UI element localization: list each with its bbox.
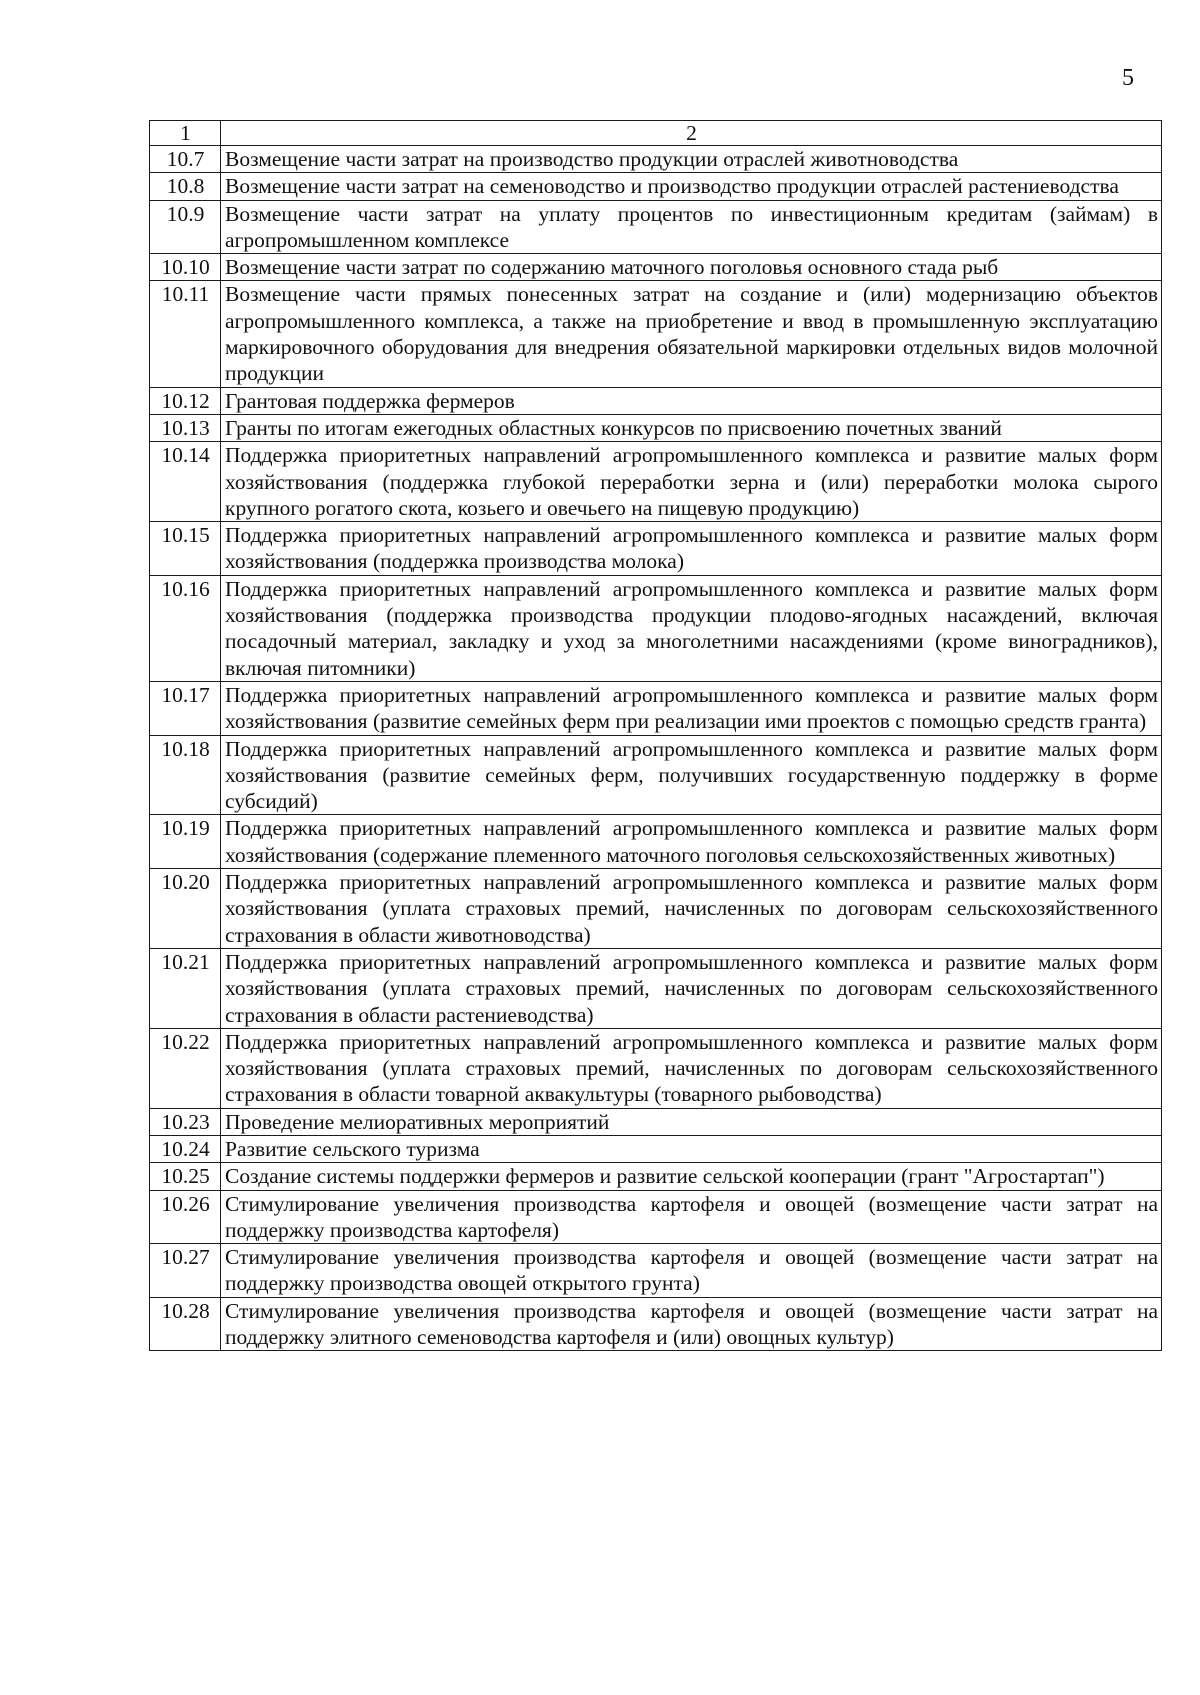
row-number: 10.23 — [150, 1108, 221, 1135]
table-row — [150, 681, 1162, 735]
row-description: Стимулирование увеличения производства картофеля и овощей (возмещение части затрат на поддержку производства овощей открытого грунта) — [221, 1244, 1162, 1298]
row-description: Поддержка приоритетных направлений агропромышленного комплекса и развитие малых форм хозяйствования (содержание племенного маточного поголовья сельскохозяйственных животных) — [221, 815, 1162, 869]
table-body — [150, 121, 1162, 1351]
row-description: Поддержка приоритетных направлений агропромышленного комплекса и развитие малых форм хозяйствования (уплата страховых премий, начисленных по договорам сельскохозяйственного страхования в области животноводства) — [221, 869, 1162, 949]
row-number: 10.19 — [150, 815, 221, 869]
row-description: Возмещение части затрат на производство продукции отраслей животноводства — [221, 146, 1162, 173]
row-description: Возмещение части затрат на уплату процентов по инвестиционным кредитам (займам) в агропромышленном комплексе — [221, 200, 1162, 254]
page-number: 5 — [1122, 65, 1134, 91]
row-number: 10.13 — [150, 414, 221, 441]
row-number: 10.9 — [150, 200, 221, 254]
table-row — [150, 522, 1162, 576]
row-description: Гранты по итогам ежегодных областных конкурсов по присвоению почетных званий — [221, 414, 1162, 441]
row-number: 10.7 — [150, 146, 221, 173]
row-description: Поддержка приоритетных направлений агропромышленного комплекса и развитие малых форм хозяйствования (развитие семейных ферм при реализации ими проектов с помощью средств гранта) — [221, 681, 1162, 735]
row-number: 10.24 — [150, 1135, 221, 1162]
row-number: 10.8 — [150, 173, 221, 200]
row-number: 10.11 — [150, 281, 221, 387]
table-row — [150, 146, 1162, 173]
table-row — [150, 1135, 1162, 1162]
table-row — [150, 1244, 1162, 1298]
row-number: 10.10 — [150, 254, 221, 281]
row-number: 10.12 — [150, 387, 221, 414]
row-description: Возмещение части затрат по содержанию маточного поголовья основного стада рыб — [221, 254, 1162, 281]
table-row — [150, 442, 1162, 522]
table-row — [150, 1028, 1162, 1108]
table-header-row — [150, 121, 1162, 146]
row-description: Поддержка приоритетных направлений агропромышленного комплекса и развитие малых форм хозяйствования (уплата страховых премий, начисленных по договорам сельскохозяйственного страхования в области товарной аквакультуры (товарного рыбоводства) — [221, 1028, 1162, 1108]
row-number: 10.14 — [150, 442, 221, 522]
row-description: Поддержка приоритетных направлений агропромышленного комплекса и развитие малых форм хозяйствования (поддержка производства продукции плодово-ягодных насаждений, включая посадочный материал, закладку и уход за многолетними насаждениями (кроме виноградников), включая питомники) — [221, 575, 1162, 681]
row-description: Поддержка приоритетных направлений агропромышленного комплекса и развитие малых форм хозяйствования (уплата страховых премий, начисленных по договорам сельскохозяйственного страхования в области растениеводства) — [221, 948, 1162, 1028]
row-number: 10.18 — [150, 735, 221, 815]
row-number: 10.26 — [150, 1190, 221, 1244]
header-col-1: 1 — [150, 121, 221, 146]
table-row — [150, 1108, 1162, 1135]
row-description: Поддержка приоритетных направлений агропромышленного комплекса и развитие малых форм хозяйствования (поддержка производства молока) — [221, 522, 1162, 576]
row-number: 10.22 — [150, 1028, 221, 1108]
table-row — [150, 1190, 1162, 1244]
table-row — [150, 281, 1162, 387]
table-row — [150, 948, 1162, 1028]
row-description: Возмещение части затрат на семеноводство и производство продукции отраслей растениеводства — [221, 173, 1162, 200]
row-number: 10.15 — [150, 522, 221, 576]
row-number: 10.20 — [150, 869, 221, 949]
measures-table — [149, 120, 1162, 1351]
table-row — [150, 575, 1162, 681]
row-number: 10.21 — [150, 948, 221, 1028]
row-description: Поддержка приоритетных направлений агропромышленного комплекса и развитие малых форм хозяйствования (поддержка глубокой переработки зерна и (или) переработки молока сырого крупного рогатого скота, козьего и овечьего на пищевую продукцию) — [221, 442, 1162, 522]
row-description: Стимулирование увеличения производства картофеля и овощей (возмещение части затрат на поддержку производства картофеля) — [221, 1190, 1162, 1244]
table-row — [150, 1297, 1162, 1351]
row-description: Грантовая поддержка фермеров — [221, 387, 1162, 414]
table-row — [150, 869, 1162, 949]
row-description: Развитие сельского туризма — [221, 1135, 1162, 1162]
table-row — [150, 254, 1162, 281]
row-description: Создание системы поддержки фермеров и развитие сельской кооперации (грант "Агростартап") — [221, 1163, 1162, 1190]
table-row — [150, 387, 1162, 414]
table-row — [150, 414, 1162, 441]
row-number: 10.27 — [150, 1244, 221, 1298]
row-description: Возмещение части прямых понесенных затрат на создание и (или) модернизацию объектов агропромышленного комплекса, а также на приобретение и ввод в промышленную эксплуатацию маркировочного оборудования для внедрения обязательной маркировки отдельных видов молочной продукции — [221, 281, 1162, 387]
table-row — [150, 735, 1162, 815]
table-row — [150, 200, 1162, 254]
table-row — [150, 1163, 1162, 1190]
row-description: Поддержка приоритетных направлений агропромышленного комплекса и развитие малых форм хозяйствования (развитие семейных ферм, получивших государственную поддержку в форме субсидий) — [221, 735, 1162, 815]
row-number: 10.25 — [150, 1163, 221, 1190]
table-row — [150, 173, 1162, 200]
row-description: Стимулирование увеличения производства картофеля и овощей (возмещение части затрат на поддержку элитного семеноводства картофеля и (или) овощных культур) — [221, 1297, 1162, 1351]
row-number: 10.28 — [150, 1297, 221, 1351]
row-description: Проведение мелиоративных мероприятий — [221, 1108, 1162, 1135]
row-number: 10.17 — [150, 681, 221, 735]
row-number: 10.16 — [150, 575, 221, 681]
table-row — [150, 815, 1162, 869]
header-col-2: 2 — [221, 121, 1162, 146]
